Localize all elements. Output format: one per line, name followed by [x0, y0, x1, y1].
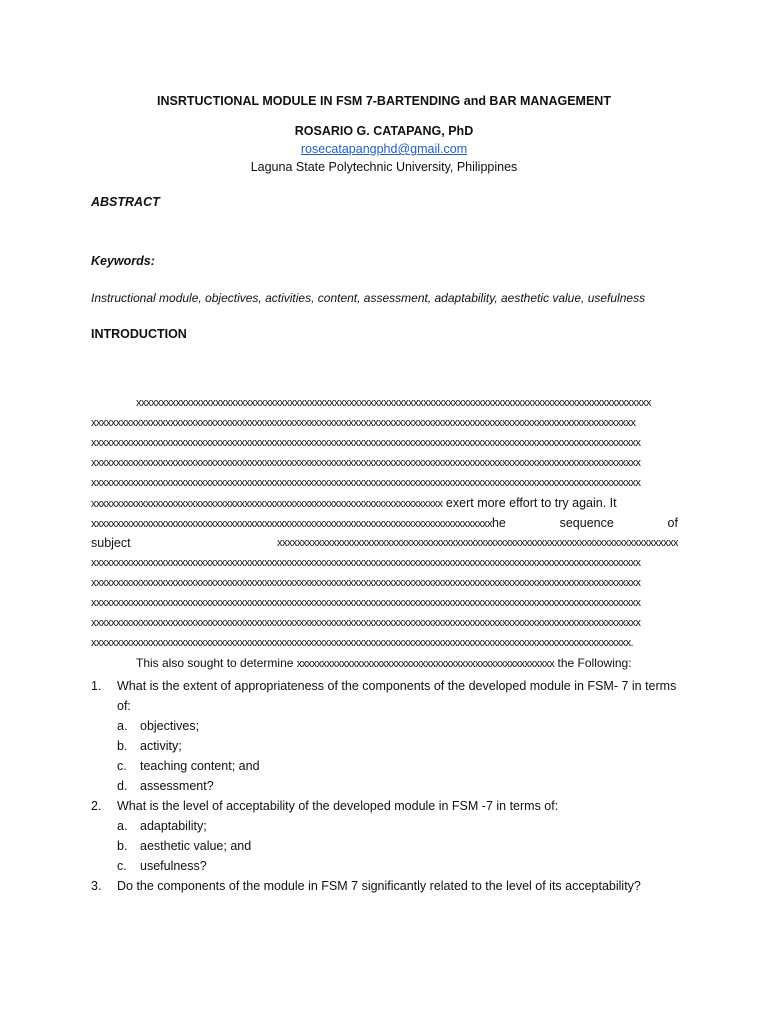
body-line: xxxxxxxxxxxxxxxxxxxxxxxxxxxxxxxxxxxxxxxxxxxxxxxxxxxxxxxxxxxxxxxxxxxxxxxxxxxxxxxxxxxxxxxxxxxxxxxxxxxxxxxxxxxxxxx: [91, 557, 641, 569]
author-name: ROSARIO G. CATAPANG, PhD: [294, 124, 474, 138]
body-line: [91, 496, 678, 516]
body-x: xxxxxxxxxxxxxxxxxxxxxxxxxxxxxxxxxxxxxxxxxxxxxxxxxxxxxxxxxxxxxxxxxxxxxxx: [91, 498, 443, 510]
body-line: xxxxxxxxxxxxxxxxxxxxxxxxxxxxxxxxxxxxxxxxxxxxxxxxxxxxxxxxxxxxxxxxxxxxxxxxxxxxxxxxxxxxxxxxxxxxxxxxxxxxxxxxxxxxx.: [91, 637, 634, 649]
body-line: xxxxxxxxxxxxxxxxxxxxxxxxxxxxxxxxxxxxxxxxxxxxxxxxxxxxxxxxxxxxxxxxxxxxxxxxxxxxxxxxxxxxxxxxxxxxxxxxxxxxxxxxxxxxxxx: [91, 597, 641, 609]
introduction-body: [91, 396, 678, 656]
body-line: [91, 516, 678, 536]
author-affiliation: Laguna State Polytechnic University, Philippines: [250, 160, 518, 174]
abstract-heading: ABSTRACT: [91, 195, 160, 209]
body-text: sequence: [559, 516, 614, 530]
question-text: What is the extent of appropriateness of the components of the developed module in FSM- 7 in terms of:: [117, 679, 677, 713]
question-item: [91, 876, 691, 896]
question-item: [91, 676, 691, 796]
research-questions: [91, 676, 691, 896]
sub-text: teaching content; and: [140, 759, 260, 773]
sub-letter: a.: [117, 719, 128, 733]
sought-tail: the Following:: [554, 656, 632, 670]
sub-text: usefulness?: [140, 859, 207, 873]
keywords-text: Instructional module, objectives, activities, content, assessment, adaptability, aesthetic value, usefulness: [91, 291, 646, 305]
sub-letter: c.: [117, 859, 127, 873]
introduction-heading: INTRODUCTION: [91, 327, 187, 341]
sought-sentence: [136, 656, 632, 670]
sub-item: [91, 716, 691, 736]
sub-text: activity;: [140, 739, 182, 753]
sub-text: objectives;: [140, 719, 200, 733]
sub-item: [91, 836, 691, 856]
sub-item: [91, 816, 691, 836]
sub-letter: a.: [117, 819, 128, 833]
sub-letter: d.: [117, 779, 128, 793]
question-number: 3.: [91, 879, 102, 893]
body-line: xxxxxxxxxxxxxxxxxxxxxxxxxxxxxxxxxxxxxxxxxxxxxxxxxxxxxxxxxxxxxxxxxxxxxxxxxxxxxxxxxxxxxxxxxxxxxxxxxxxxxxxxxxxxxxx: [91, 437, 641, 449]
sub-text: assessment?: [140, 779, 214, 793]
keywords-heading: Keywords:: [91, 254, 155, 268]
question-item: [91, 796, 691, 876]
body-line: xxxxxxxxxxxxxxxxxxxxxxxxxxxxxxxxxxxxxxxxxxxxxxxxxxxxxxxxxxxxxxxxxxxxxxxxxxxxxxxxxxxxxxxxxxxxxxxxxxxxxxxxxxxxxx: [91, 417, 636, 429]
body-line: xxxxxxxxxxxxxxxxxxxxxxxxxxxxxxxxxxxxxxxxxxxxxxxxxxxxxxxxxxxxxxxxxxxxxxxxxxxxxxxxxxxxxxxxxxxxxxxxxxxxxxxxxxxxxxx: [91, 617, 641, 629]
sought-lead: This also sought to determine: [136, 656, 297, 670]
sub-text: adaptability;: [140, 819, 207, 833]
question-number: 1.: [91, 679, 102, 693]
sub-letter: c.: [117, 759, 127, 773]
sub-item: [91, 756, 691, 776]
sub-item: [91, 776, 691, 796]
body-line: xxxxxxxxxxxxxxxxxxxxxxxxxxxxxxxxxxxxxxxxxxxxxxxxxxxxxxxxxxxxxxxxxxxxxxxxxxxxxxxxxxxxxxxxxxxxxxxxxxxxxxxx: [136, 397, 651, 409]
body-text: subject: [91, 536, 131, 550]
body-x: xxxxxxxxxxxxxxxxxxxxxxxxxxxxxxxxxxxxxxxxxxxxxxxxxxxxxxxxxxxxxxxxxxxxxxxxxxxxxxxxx: [277, 537, 678, 549]
sub-letter: b.: [117, 839, 128, 853]
body-line: [91, 536, 678, 556]
author-email-link[interactable]: [0, 142, 768, 156]
sub-letter: b.: [117, 739, 128, 753]
body-line: xxxxxxxxxxxxxxxxxxxxxxxxxxxxxxxxxxxxxxxxxxxxxxxxxxxxxxxxxxxxxxxxxxxxxxxxxxxxxxxxxxxxxxxxxxxxxxxxxxxxxxxxxxxxxxx: [91, 477, 641, 489]
sub-item: [91, 736, 691, 756]
body-text: exert more effort to try again. It: [442, 496, 617, 510]
body-text: he: [491, 516, 506, 530]
sub-item: [91, 856, 691, 876]
sought-x: xxxxxxxxxxxxxxxxxxxxxxxxxxxxxxxxxxxxxxxxxxxxxxxxxxxx: [296, 658, 555, 670]
question-number: 2.: [91, 799, 102, 813]
question-text: What is the level of acceptability of the developed module in FSM -7 in terms of:: [117, 799, 559, 813]
body-text: of: [667, 516, 678, 530]
author-email[interactable]: rosecatapangphd@gmail.com: [300, 142, 468, 156]
document-title: INSRTUCTIONAL MODULE IN FSM 7-BARTENDING and BAR MANAGEMENT: [157, 94, 611, 108]
body-line: xxxxxxxxxxxxxxxxxxxxxxxxxxxxxxxxxxxxxxxxxxxxxxxxxxxxxxxxxxxxxxxxxxxxxxxxxxxxxxxxxxxxxxxxxxxxxxxxxxxxxxxxxxxxxxx: [91, 457, 641, 469]
question-text: Do the components of the module in FSM 7 significantly related to the level of its acceptability?: [117, 879, 641, 893]
sub-text: aesthetic value; and: [140, 839, 252, 853]
body-x: xxxxxxxxxxxxxxxxxxxxxxxxxxxxxxxxxxxxxxxxxxxxxxxxxxxxxxxxxxxxxxxxxxxxxxxxxxxxxxxxx: [91, 518, 492, 530]
body-line: xxxxxxxxxxxxxxxxxxxxxxxxxxxxxxxxxxxxxxxxxxxxxxxxxxxxxxxxxxxxxxxxxxxxxxxxxxxxxxxxxxxxxxxxxxxxxxxxxxxxxxxxxxxxxxx: [91, 577, 641, 589]
